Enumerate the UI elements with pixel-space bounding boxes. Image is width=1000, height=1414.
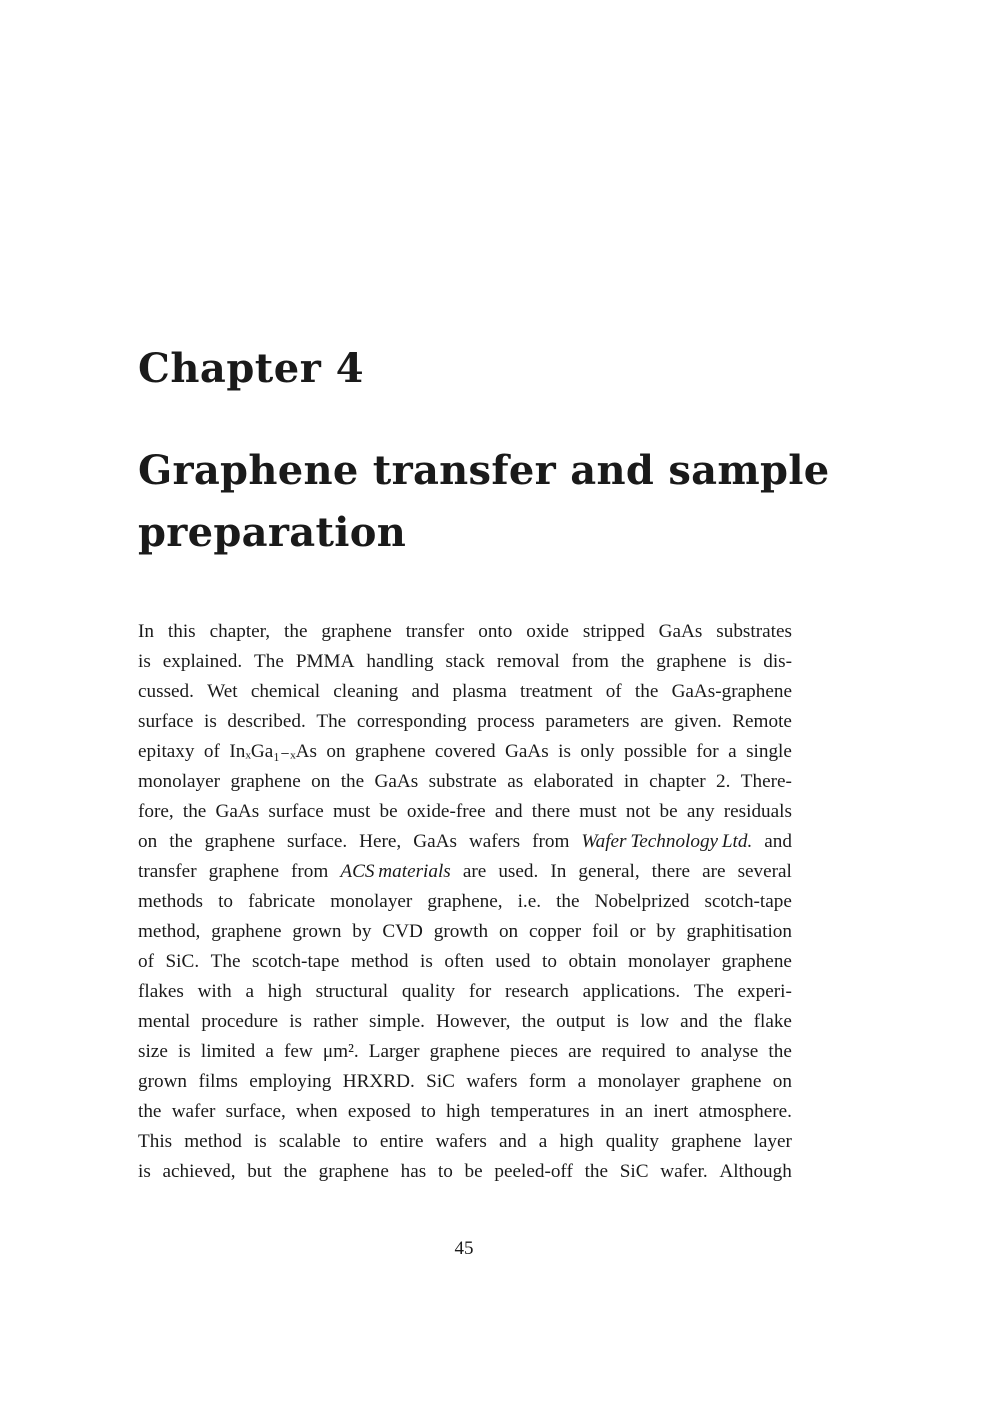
word: only <box>580 741 615 762</box>
paragraph-line <box>138 977 792 1007</box>
paragraph-line <box>138 1067 792 1097</box>
word: substrate <box>428 771 497 792</box>
word: by <box>656 921 676 942</box>
word: dis- <box>763 651 792 672</box>
word: in <box>599 1101 615 1122</box>
word: research <box>505 981 569 1002</box>
word: single <box>746 741 792 762</box>
word: a <box>728 741 737 762</box>
word: entire <box>379 1131 424 1152</box>
word: is <box>616 1011 630 1032</box>
word: graphene <box>204 831 275 852</box>
chapter-label: Chapter 4 <box>138 345 365 392</box>
word: be <box>659 801 678 822</box>
word: methods <box>138 891 204 912</box>
word: scalable <box>278 1131 341 1152</box>
word: graphene <box>355 741 426 762</box>
word: GaAs-graphene <box>671 681 792 702</box>
word: and <box>498 1131 527 1152</box>
word: obtain <box>568 951 617 972</box>
word: scotch-tape <box>704 891 792 912</box>
word: achieved, <box>162 1161 236 1182</box>
word: The <box>693 981 724 1002</box>
word: graphene <box>211 921 282 942</box>
word: atmosphere. <box>698 1101 792 1122</box>
word: is <box>177 1041 191 1062</box>
chapter-intro-paragraph <box>138 617 792 1187</box>
word: monolayer <box>330 891 413 912</box>
word: method <box>350 951 409 972</box>
word: 2. <box>716 771 731 792</box>
word: films <box>198 1071 238 1092</box>
word: grown <box>292 921 342 942</box>
word: several <box>737 861 792 882</box>
word: is <box>558 741 571 762</box>
word: with <box>197 981 232 1002</box>
word: The <box>316 711 347 732</box>
word: there <box>531 801 571 822</box>
word: graphitisation <box>686 921 792 942</box>
word: surface. <box>286 831 348 852</box>
word: monolayer <box>138 771 221 792</box>
word: wafer <box>171 1101 216 1122</box>
paragraph-line <box>138 677 792 707</box>
word: few <box>283 1041 313 1062</box>
word: is <box>420 951 433 972</box>
word: often <box>444 951 484 972</box>
word: the <box>340 771 365 792</box>
word: monolayer <box>597 1071 680 1092</box>
word: low <box>640 1011 670 1032</box>
word: method, <box>138 921 201 942</box>
paragraph-line <box>138 617 792 647</box>
word: transfer <box>138 861 197 882</box>
paragraph-line <box>138 737 792 767</box>
word: process <box>477 711 535 732</box>
word: a <box>538 1131 548 1152</box>
word: and <box>494 801 523 822</box>
word: wafers <box>435 1131 487 1152</box>
word: form <box>528 1071 567 1092</box>
word: grown <box>138 1071 188 1092</box>
page-number: 45 <box>454 1238 474 1259</box>
word: graphene <box>656 651 727 672</box>
word: μm². <box>322 1041 359 1062</box>
word: this <box>167 621 196 642</box>
word: substrates <box>716 621 792 642</box>
word: from <box>571 651 609 672</box>
paragraph-line <box>138 647 792 677</box>
chapter-title: Graphene transfer and sample preparation <box>138 447 830 556</box>
word: limited <box>200 1041 256 1062</box>
word: experi- <box>737 981 792 1002</box>
word: plasma <box>452 681 507 702</box>
word: parameters <box>545 711 630 732</box>
word: In <box>138 621 154 642</box>
word: possible <box>623 741 687 762</box>
word: when <box>296 1101 338 1122</box>
word: is <box>289 1011 302 1032</box>
word: SiC <box>619 1161 649 1182</box>
word: covered <box>434 741 496 762</box>
word: of <box>605 681 622 702</box>
word: and <box>411 681 440 702</box>
word: the <box>182 801 207 822</box>
word: analyse <box>700 1041 759 1062</box>
word: high <box>446 1101 481 1122</box>
word: handling <box>366 651 434 672</box>
word: GaAs <box>215 801 260 822</box>
word: procedure <box>201 1011 279 1032</box>
word: are <box>702 861 726 882</box>
paragraph-line <box>138 1037 792 1067</box>
word: the <box>138 1101 162 1122</box>
word: wafers <box>466 1071 518 1092</box>
word: quality <box>401 981 456 1002</box>
word: GaAs <box>504 741 549 762</box>
word: an <box>624 1101 644 1122</box>
word: growth <box>433 921 489 942</box>
word: of <box>203 741 220 762</box>
word: Nobelprized <box>594 891 690 912</box>
word: wafers <box>468 831 521 852</box>
word: output <box>556 1011 606 1032</box>
word: high <box>267 981 302 1002</box>
word: surface <box>268 801 324 822</box>
word: chapter, <box>209 621 271 642</box>
word: oxide-free <box>406 801 486 822</box>
word: graphene <box>691 1071 762 1092</box>
word: to <box>675 1041 691 1062</box>
paragraph-line <box>138 1157 792 1187</box>
word: GaAs <box>658 621 703 642</box>
word: flakes <box>138 981 184 1002</box>
word: the <box>768 1041 792 1062</box>
word: epitaxy <box>138 741 195 762</box>
word: treatment <box>520 681 593 702</box>
word: cussed. <box>138 681 194 702</box>
word: there <box>651 861 691 882</box>
word: graphene <box>321 621 392 642</box>
word: Here, <box>359 831 402 852</box>
word: SiC <box>426 1071 455 1092</box>
paragraph-line <box>138 1127 792 1157</box>
word: chapter <box>649 771 706 792</box>
word: but <box>247 1161 272 1182</box>
word: are <box>462 861 487 882</box>
word: has <box>400 1161 427 1182</box>
word: required <box>601 1041 666 1062</box>
word: flake <box>753 1011 792 1032</box>
word: for <box>468 981 492 1002</box>
word: foil <box>592 921 619 942</box>
word: PMMA <box>295 651 355 672</box>
paragraph-line <box>138 1007 792 1037</box>
word: from <box>291 861 329 882</box>
word: surface, <box>225 1101 286 1122</box>
word: on <box>326 741 346 762</box>
word: general, <box>578 861 640 882</box>
word: and <box>764 831 792 852</box>
word: The <box>254 651 284 672</box>
word: as <box>507 771 524 792</box>
word: used. <box>498 861 539 882</box>
paragraph-line <box>138 857 792 887</box>
paragraph-line <box>138 707 792 737</box>
word: corresponding <box>356 711 467 732</box>
word: fabricate <box>248 891 316 912</box>
word: transfer <box>405 621 465 642</box>
word: is <box>738 651 752 672</box>
word: size <box>138 1041 168 1062</box>
word: on <box>311 771 331 792</box>
word: Remote <box>732 711 792 732</box>
word: chemical <box>250 681 321 702</box>
paragraph-line <box>138 767 792 797</box>
word: surface <box>138 711 194 732</box>
word: given. <box>674 711 722 732</box>
word: graphene <box>230 771 301 792</box>
word: high <box>559 1131 594 1152</box>
word: from <box>532 831 570 852</box>
word: described. <box>227 711 306 732</box>
word: on <box>138 831 158 852</box>
word: CVD <box>382 921 423 942</box>
word: applications. <box>582 981 681 1002</box>
word: The <box>210 951 241 972</box>
word: mental <box>138 1011 191 1032</box>
word: must <box>579 801 617 822</box>
word: pieces <box>510 1041 559 1062</box>
paragraph-line <box>138 947 792 977</box>
word: GaAs <box>413 831 457 852</box>
word: monolayer <box>628 951 711 972</box>
word: employing <box>249 1071 332 1092</box>
word: is <box>138 651 151 672</box>
paragraph-line <box>138 827 792 857</box>
word: rather <box>313 1011 358 1032</box>
word: Although <box>719 1161 792 1182</box>
word: the <box>584 1161 609 1182</box>
word: a <box>245 981 254 1002</box>
word: not <box>625 801 651 822</box>
paragraph-line <box>138 1097 792 1127</box>
word: be <box>379 801 398 822</box>
word: InₓGa₁₋ₓAs <box>229 741 317 762</box>
word: However, <box>436 1011 511 1032</box>
word: be <box>464 1161 483 1182</box>
word: ACS materials <box>340 861 451 882</box>
word: stack <box>445 651 485 672</box>
word: of <box>138 951 154 972</box>
word: are <box>568 1041 592 1062</box>
word: the <box>521 1011 546 1032</box>
paragraph-line <box>138 917 792 947</box>
word: graphene, <box>427 891 503 912</box>
word: cleaning <box>333 681 399 702</box>
word: GaAs <box>374 771 419 792</box>
word: used <box>495 951 531 972</box>
word: exposed <box>347 1101 411 1122</box>
word: copper <box>528 921 582 942</box>
word: In <box>550 861 567 882</box>
word: the <box>634 681 659 702</box>
word: peeled-off <box>494 1161 573 1182</box>
word: graphene <box>429 1041 500 1062</box>
word: to <box>352 1131 368 1152</box>
word: to <box>437 1161 453 1182</box>
word: to <box>542 951 557 972</box>
word: the <box>169 831 193 852</box>
word: or <box>629 921 646 942</box>
word: and <box>680 1011 708 1032</box>
word: for <box>696 741 719 762</box>
word: This <box>138 1131 173 1152</box>
word: explained. <box>162 651 243 672</box>
word: Wet <box>207 681 238 702</box>
word: graphene <box>721 951 792 972</box>
word: are <box>640 711 664 732</box>
word: quality <box>605 1131 659 1152</box>
word: wafer. <box>660 1161 708 1182</box>
word: residuals <box>723 801 792 822</box>
word: any <box>686 801 715 822</box>
word: graphene <box>318 1161 389 1182</box>
paragraph-line <box>138 887 792 917</box>
word: is <box>138 1161 151 1182</box>
word: the <box>556 891 580 912</box>
paragraph-line <box>138 797 792 827</box>
word: There- <box>740 771 792 792</box>
word: the <box>284 621 308 642</box>
word: to <box>420 1101 436 1122</box>
word: SiC. <box>165 951 200 972</box>
word: layer <box>753 1131 792 1152</box>
word: is <box>204 711 217 732</box>
word: on <box>772 1071 792 1092</box>
word: a <box>577 1071 587 1092</box>
word: on <box>498 921 519 942</box>
word: Larger <box>368 1041 420 1062</box>
word: scotch-tape <box>252 951 340 972</box>
word: inert <box>653 1101 689 1122</box>
word: by <box>352 921 372 942</box>
word: graphene <box>208 861 279 882</box>
word: structural <box>315 981 389 1002</box>
word: Wafer Technology Ltd. <box>581 831 753 852</box>
word: method <box>184 1131 242 1152</box>
word: is <box>253 1131 267 1152</box>
word: oxide <box>526 621 569 642</box>
word: stripped <box>582 621 645 642</box>
word: the <box>620 651 645 672</box>
word: must <box>332 801 371 822</box>
word: the <box>719 1011 743 1032</box>
word: graphene <box>671 1131 742 1152</box>
word: in <box>623 771 639 792</box>
word: to <box>218 891 234 912</box>
word: fore, <box>138 801 174 822</box>
word: a <box>265 1041 274 1062</box>
word: the <box>283 1161 307 1182</box>
word: HRXRD. <box>342 1071 415 1092</box>
word: i.e. <box>517 891 542 912</box>
word: removal <box>496 651 560 672</box>
word: elaborated <box>533 771 614 792</box>
word: temperatures <box>490 1101 590 1122</box>
word: simple. <box>369 1011 425 1032</box>
word: onto <box>478 621 513 642</box>
